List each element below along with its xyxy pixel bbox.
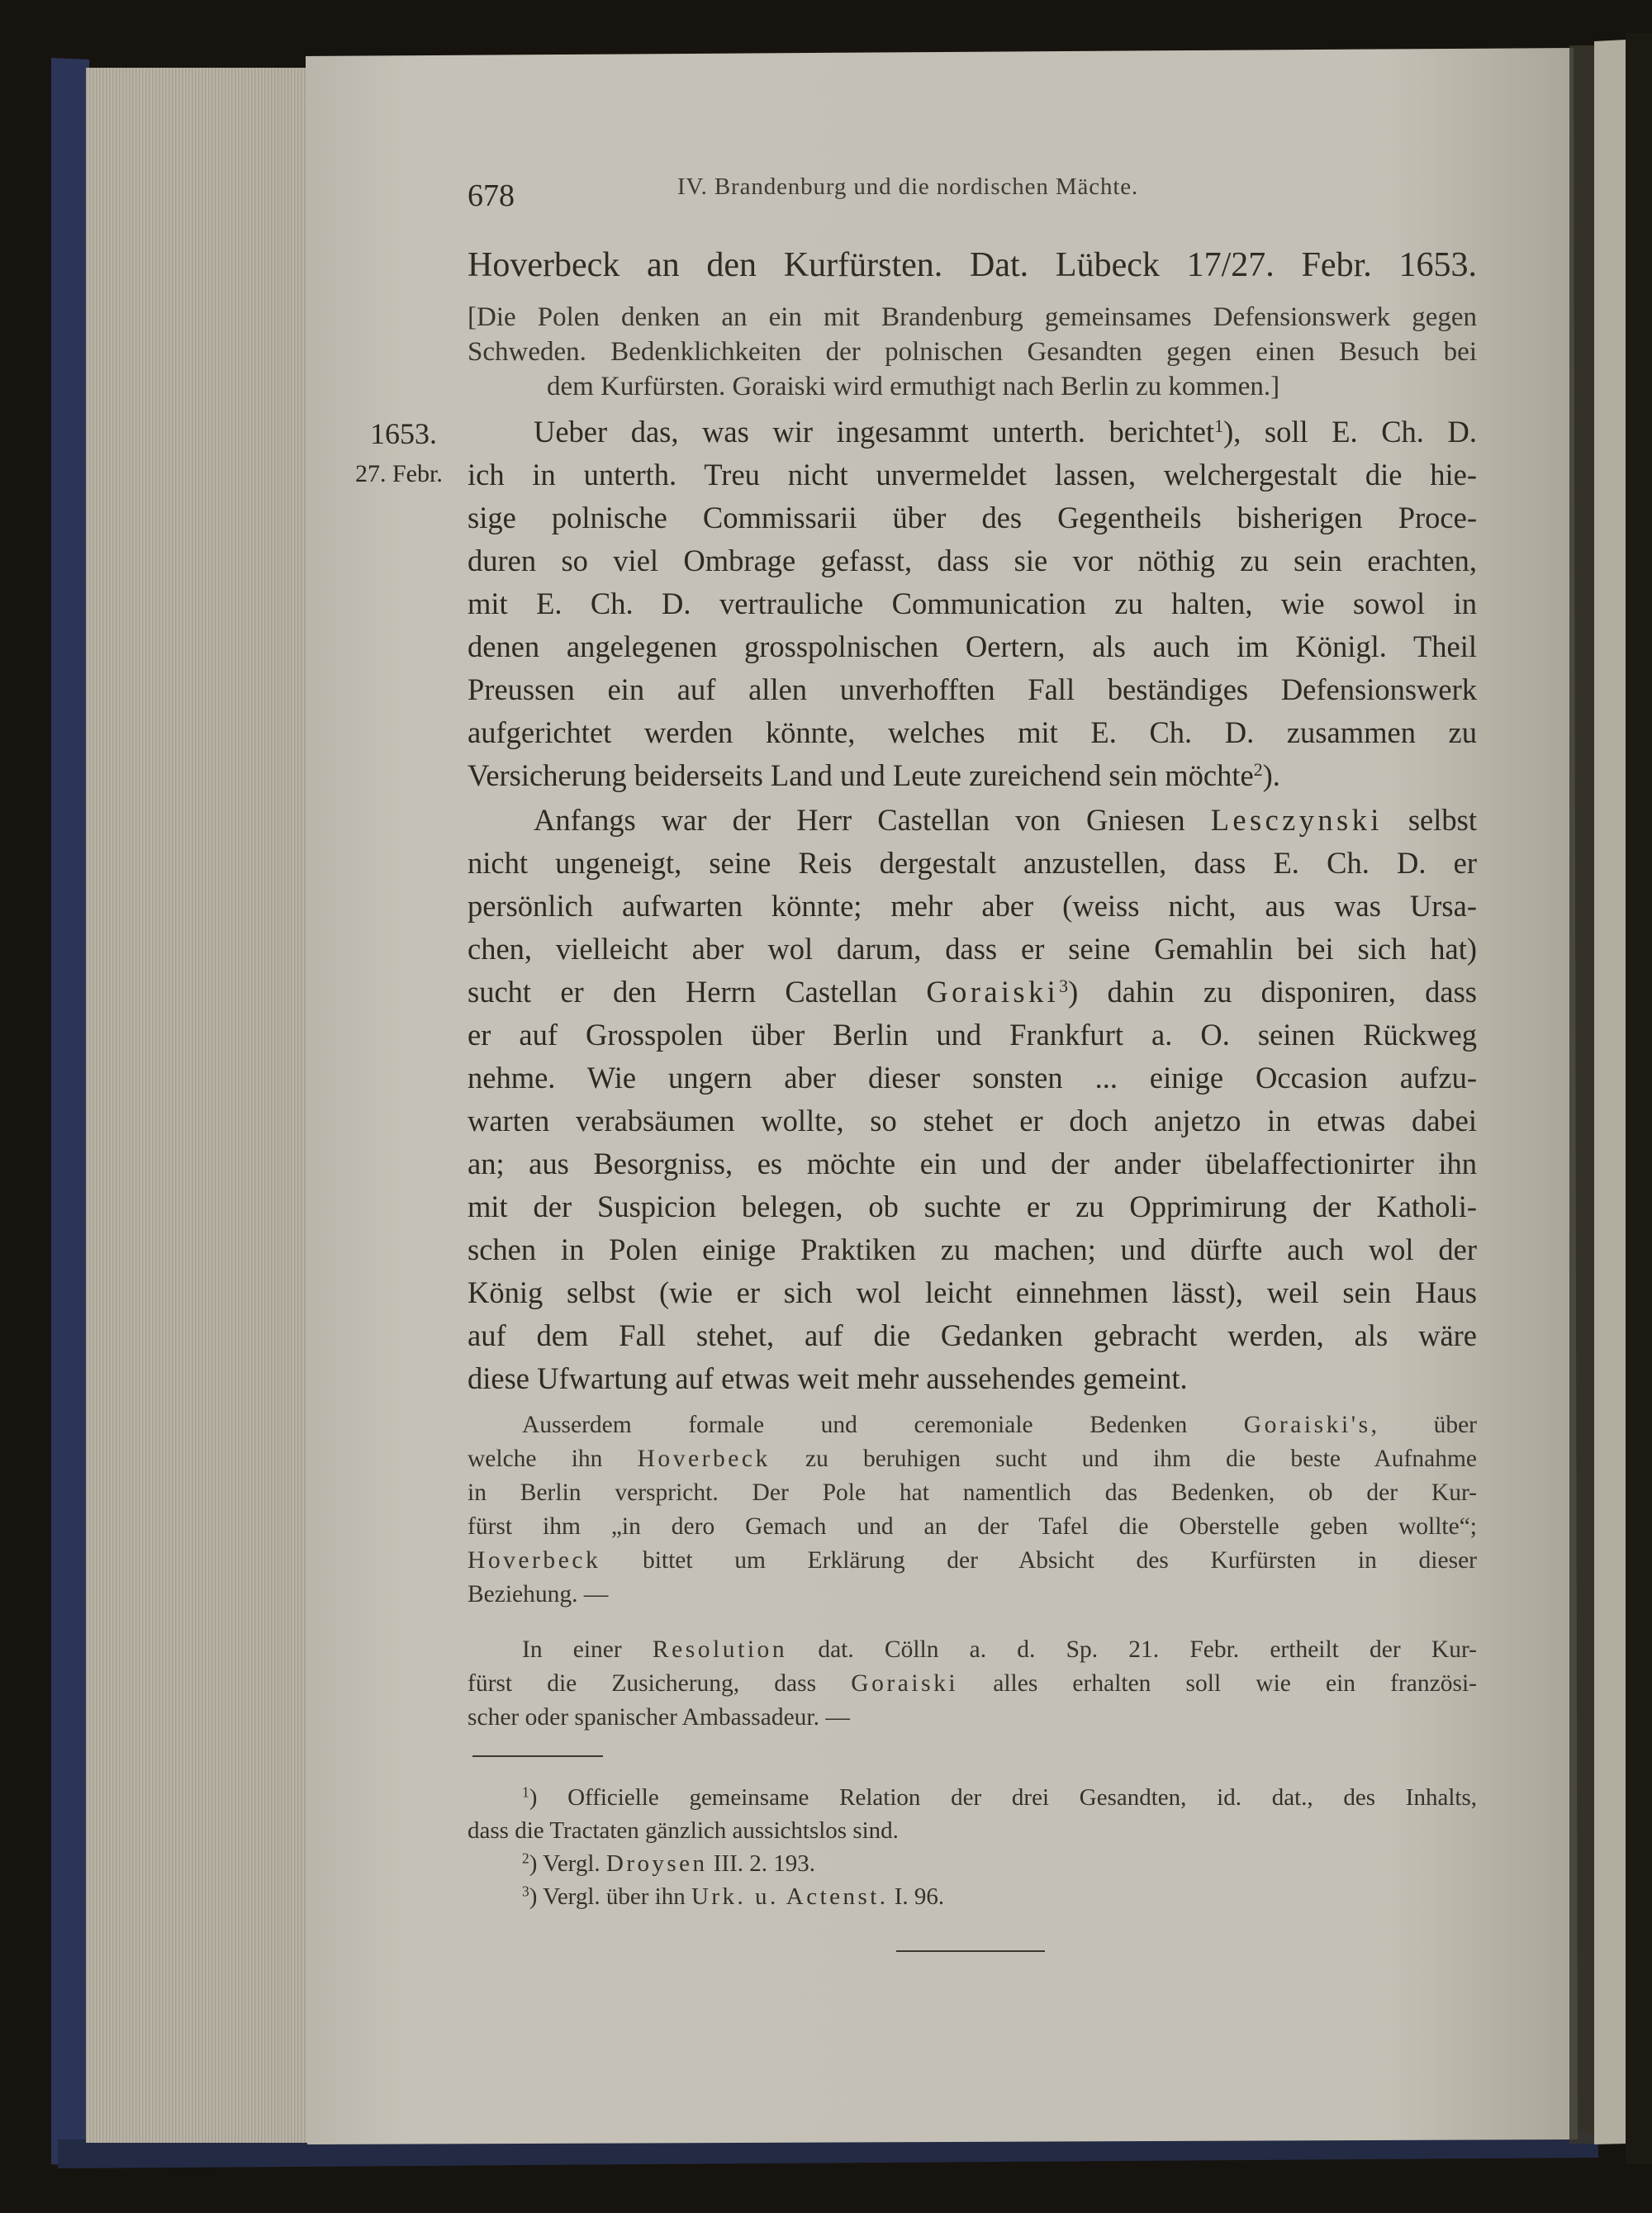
p1-line-8: aufgerichtet werden könnte, welches mit E. Ch. D. zusammen zu bbox=[468, 715, 1477, 749]
text-span: ), soll E. Ch. D. bbox=[1223, 415, 1477, 449]
text-span: ). bbox=[1262, 758, 1280, 792]
p2-line-5 bbox=[468, 971, 1477, 1013]
p3-line-5 bbox=[468, 1545, 1477, 1576]
summary-line-1: [Die Polen denken an ein mit Brandenburg gemeinsames Defensionswerk gegen bbox=[468, 302, 1477, 332]
footnote-3 bbox=[522, 1882, 944, 1911]
p2-line-14: diese Ufwartung auf etwas weit mehr aussehendes gemeint. bbox=[468, 1361, 1188, 1395]
text-span: ) dahin zu disponiren, dass bbox=[1068, 975, 1477, 1009]
person-name: Goraiski bbox=[926, 975, 1060, 1009]
p2-line-1 bbox=[534, 800, 1477, 841]
footnote-ref-1[interactable]: 1 bbox=[1214, 415, 1224, 436]
person-name: Goraiski's bbox=[1243, 1412, 1371, 1438]
p1-line-7: Preussen ein auf allen unverhofften Fall beständiges Defensionswerk bbox=[468, 672, 1477, 706]
p4-line-1 bbox=[522, 1634, 1477, 1665]
footnote-ref-2[interactable]: 2 bbox=[1253, 758, 1263, 780]
text-span: , über bbox=[1370, 1412, 1477, 1438]
footnote-ref-3[interactable]: 3 bbox=[1059, 975, 1069, 996]
text-span: sucht er den Herrn Castellan bbox=[468, 975, 927, 1009]
p3-line-3: in Berlin verspricht. Der Pole hat namentlich das Bedenken, ob der Kur- bbox=[468, 1479, 1477, 1506]
p2-line-6: er auf Grosspolen über Berlin und Frankfurt a. O. seinen Rückweg bbox=[468, 1018, 1477, 1052]
footnote-2 bbox=[522, 1849, 815, 1878]
text-span: dat. Cölln a. d. Sp. 21. Febr. ertheilt der Kur- bbox=[787, 1636, 1477, 1663]
text-span: ) Vergl. bbox=[529, 1850, 606, 1877]
p1-line-1 bbox=[534, 411, 1477, 453]
margin-date: 27. Febr. bbox=[355, 460, 443, 487]
source-reference: Urk. u. Actenst. bbox=[691, 1883, 889, 1910]
p2-line-12: König selbst (wie er sich wol leicht einnehmen lässt), weil sein Haus bbox=[468, 1275, 1477, 1309]
text-span: Ausserdem formale und ceremoniale Bedenken bbox=[522, 1412, 1244, 1438]
p1-line-9 bbox=[468, 755, 1280, 796]
person-name: Hoverbeck bbox=[637, 1446, 771, 1472]
p3-line-4: fürst ihm „in dero Gemach und an der Tafel die Oberstelle geben wollte“; bbox=[468, 1513, 1477, 1540]
summary-line-3: dem Kurfürsten. Goraiski wird ermuthigt nach Berlin zu kommen.] bbox=[547, 372, 1280, 401]
text-span: Ueber das, was wir ingesammt unterth. berichtet bbox=[534, 415, 1215, 449]
text-span: selbst bbox=[1382, 803, 1477, 837]
p3-line-6: Beziehung. — bbox=[468, 1581, 609, 1608]
p1-line-4: duren so viel Ombrage gefasst, dass sie vor nöthig zu sein erachten, bbox=[468, 544, 1477, 577]
p2-line-9: an; aus Besorgniss, es möchte ein und der ander übelaffectionirter ihn bbox=[468, 1147, 1477, 1180]
person-name: Lesczynski bbox=[1210, 803, 1383, 837]
text-span: III. 2. 193. bbox=[707, 1850, 815, 1877]
summary-line-2: Schweden. Bedenklichkeiten der polnischen Gesandten gegen einen Besuch bei bbox=[468, 337, 1477, 367]
text-span: In einer bbox=[522, 1636, 653, 1663]
text-span: Anfangs war der Herr Castellan von Gniesen bbox=[534, 803, 1211, 837]
footnote-mark: 3 bbox=[522, 1883, 529, 1900]
footnote-1-line-1 bbox=[522, 1783, 1477, 1812]
p2-line-3: persönlich aufwarten könnte; mehr aber (weiss nicht, aus was Ursa- bbox=[468, 889, 1477, 923]
margin-year: 1653. bbox=[370, 417, 437, 450]
p3-line-1 bbox=[522, 1409, 1477, 1441]
p2-line-11: schen in Polen einige Praktiken zu machen; und dürfte auch wol der bbox=[468, 1232, 1477, 1266]
p1-line-3: sige polnische Commissarii über des Gegentheils bisherigen Proce- bbox=[468, 501, 1477, 534]
footnote-1-line-2: dass die Tractaten gänzlich aussichtslos sind. bbox=[468, 1817, 899, 1844]
text-span: bittet um Erklärung der Absicht des Kurfürsten in dieser bbox=[601, 1547, 1477, 1574]
p3-line-2 bbox=[468, 1443, 1477, 1475]
p2-line-13: auf dem Fall stehet, auf die Gedanken gebracht werden, als wäre bbox=[468, 1318, 1477, 1352]
author-name: Droysen bbox=[605, 1850, 708, 1877]
p2-line-4: chen, vielleicht aber wol darum, dass er seine Gemahlin bei sich hat) bbox=[468, 932, 1477, 966]
footnote-mark: 2 bbox=[522, 1850, 529, 1867]
footnote-mark: 1 bbox=[522, 1783, 529, 1801]
text-span: Versicherung beiderseits Land und Leute zureichend sein möchte bbox=[468, 758, 1254, 792]
p2-line-2: nicht ungeneigt, seine Reis dergestalt anzustellen, dass E. Ch. D. er bbox=[468, 846, 1477, 880]
text-span: fürst die Zusicherung, dass bbox=[468, 1670, 852, 1697]
text-span: welche ihn bbox=[468, 1446, 638, 1472]
p2-line-7: nehme. Wie ungern aber dieser sonsten ... einige Occasion aufzu- bbox=[468, 1061, 1477, 1095]
p1-line-2: ich in unterth. Treu nicht unvermeldet lassen, welchergestalt die hie- bbox=[468, 458, 1477, 492]
p1-line-6: denen angelegenen grosspolnischen Oertern, als auch im Königl. Theil bbox=[468, 629, 1477, 663]
p4-line-2 bbox=[468, 1668, 1477, 1699]
text-span: I. 96. bbox=[888, 1883, 945, 1910]
p2-line-10: mit der Suspicion belegen, ob suchte er zu Opprimirung der Katholi- bbox=[468, 1190, 1477, 1223]
person-name: Goraiski bbox=[851, 1670, 959, 1697]
p2-line-8: warten verabsäumen wollte, so stehet er doch anjetzo in etwas dabei bbox=[468, 1104, 1477, 1137]
page-number: 678 bbox=[468, 178, 515, 213]
p4-line-3: scher oder spanischer Ambassadeur. — bbox=[468, 1704, 850, 1731]
running-title: IV. Brandenburg und die nordischen Mächte. bbox=[677, 173, 1139, 200]
person-name: Hoverbeck bbox=[468, 1547, 601, 1574]
text-span: ) Officielle gemeinsame Relation der drei Gesandten, id. dat., des Inhalts, bbox=[529, 1784, 1477, 1811]
text-span: alles erhalten soll wie ein französi- bbox=[958, 1670, 1477, 1697]
text-span: ) Vergl. über ihn bbox=[529, 1883, 691, 1910]
document-title: Hoverbeck an den Kurfürsten. Dat. Lübeck 17/27. Febr. 1653. bbox=[468, 246, 1477, 284]
text-span: zu beruhigen sucht und ihm die beste Aufnahme bbox=[770, 1446, 1477, 1472]
document-reference: Resolution bbox=[652, 1636, 788, 1663]
p1-line-5: mit E. Ch. D. vertrauliche Communication zu halten, wie sowol in bbox=[468, 586, 1477, 620]
